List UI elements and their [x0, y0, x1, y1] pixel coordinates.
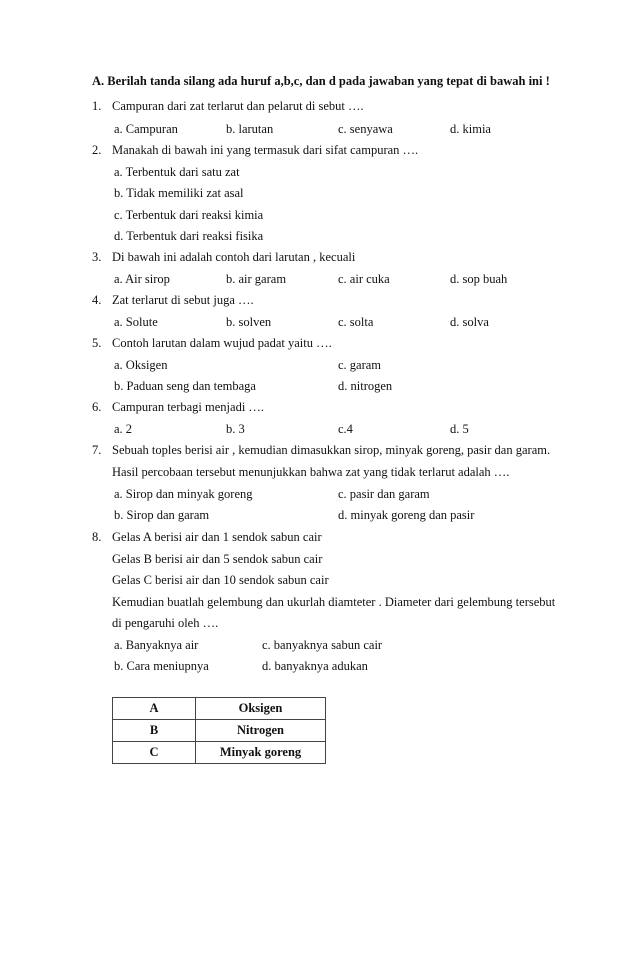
question-number: 2. — [92, 143, 102, 157]
option-a: a. 2 — [114, 422, 133, 436]
option-c: c. pasir dan garam — [338, 487, 430, 501]
table-cell-letter: A — [113, 698, 196, 720]
option-c: c. senyawa — [338, 122, 393, 136]
option-c: c. solta — [338, 315, 374, 329]
question-text-continued: Kemudian buatlah gelembung dan ukurlah diamteter . Diameter dari gelembung tersebut — [112, 595, 556, 609]
question-text: Manakah di bawah ini yang termasuk dari sifat campuran …. — [112, 143, 419, 157]
option-a: a. Terbentuk dari satu zat — [114, 165, 240, 179]
option-d: d. banyaknya adukan — [262, 659, 368, 673]
table-cell-value: Minyak goreng — [196, 742, 326, 764]
option-d: d. solva — [450, 315, 489, 329]
table-row — [113, 720, 326, 742]
table-cell-value: Oksigen — [196, 698, 326, 720]
option-c: c. air cuka — [338, 272, 390, 286]
question-number: 3. — [92, 250, 102, 264]
question-text: Campuran dari zat terlarut dan pelarut di sebut …. — [112, 99, 364, 113]
option-d: d. sop buah — [450, 272, 508, 286]
option-d: d. kimia — [450, 122, 491, 136]
option-a: a. Banyaknya air — [114, 638, 199, 652]
question-number: 6. — [92, 400, 102, 414]
option-b: b. solven — [226, 315, 272, 329]
option-b: b. Paduan seng dan tembaga — [114, 379, 256, 393]
answer-table — [112, 697, 326, 764]
question-text-continued: Hasil percobaan tersebut menunjukkan bahwa zat yang tidak terlarut adalah …. — [112, 465, 510, 479]
question-text-continued: Gelas B berisi air dan 5 sendok sabun cair — [112, 552, 323, 566]
question-text-continued: di pengaruhi oleh …. — [112, 616, 219, 630]
question-text-continued: Gelas C berisi air dan 10 sendok sabun cair — [112, 573, 329, 587]
option-a: a. Campuran — [114, 122, 178, 136]
option-d: d. nitrogen — [338, 379, 393, 393]
table-row — [113, 742, 326, 764]
question-number: 4. — [92, 293, 102, 307]
option-b: b. air garam — [226, 272, 287, 286]
option-a: a. Oksigen — [114, 358, 168, 372]
question-text: Sebuah toples berisi air , kemudian dimasukkan sirop, minyak goreng, pasir dan garam. — [112, 443, 551, 457]
option-c: c.4 — [338, 422, 353, 436]
option-b: b. Tidak memiliki zat asal — [114, 186, 244, 200]
option-b: b. 3 — [226, 422, 245, 436]
question-text: Contoh larutan dalam wujud padat yaitu …. — [112, 336, 332, 350]
table-cell-letter: C — [113, 742, 196, 764]
question-text: Campuran terbagi menjadi …. — [112, 400, 265, 414]
question-number: 8. — [92, 530, 102, 544]
section-instruction: A. Berilah tanda silang ada huruf a,b,c, dan d pada jawaban yang tepat di bawah ini ! — [92, 74, 550, 88]
option-d: d. 5 — [450, 422, 469, 436]
question-number: 5. — [92, 336, 102, 350]
option-a: a. Solute — [114, 315, 158, 329]
option-a: a. Sirop dan minyak goreng — [114, 487, 253, 501]
table-cell-letter: B — [113, 720, 196, 742]
option-b: b. Cara meniupnya — [114, 659, 209, 673]
option-c: c. banyaknya sabun cair — [262, 638, 383, 652]
question-text: Zat terlarut di sebut juga …. — [112, 293, 254, 307]
table-row — [113, 698, 326, 720]
option-a: a. Air sirop — [114, 272, 170, 286]
question-number: 1. — [92, 99, 102, 113]
option-d: d. Terbentuk dari reaksi fisika — [114, 229, 264, 243]
option-c: c. Terbentuk dari reaksi kimia — [114, 208, 264, 222]
table-cell-value: Nitrogen — [196, 720, 326, 742]
option-b: b. Sirop dan garam — [114, 508, 210, 522]
question-text: Di bawah ini adalah contoh dari larutan , kecuali — [112, 250, 356, 264]
option-b: b. larutan — [226, 122, 274, 136]
option-c: c. garam — [338, 358, 382, 372]
option-d: d. minyak goreng dan pasir — [338, 508, 475, 522]
question-text: Gelas A berisi air dan 1 sendok sabun cair — [112, 530, 322, 544]
question-number: 7. — [92, 443, 102, 457]
